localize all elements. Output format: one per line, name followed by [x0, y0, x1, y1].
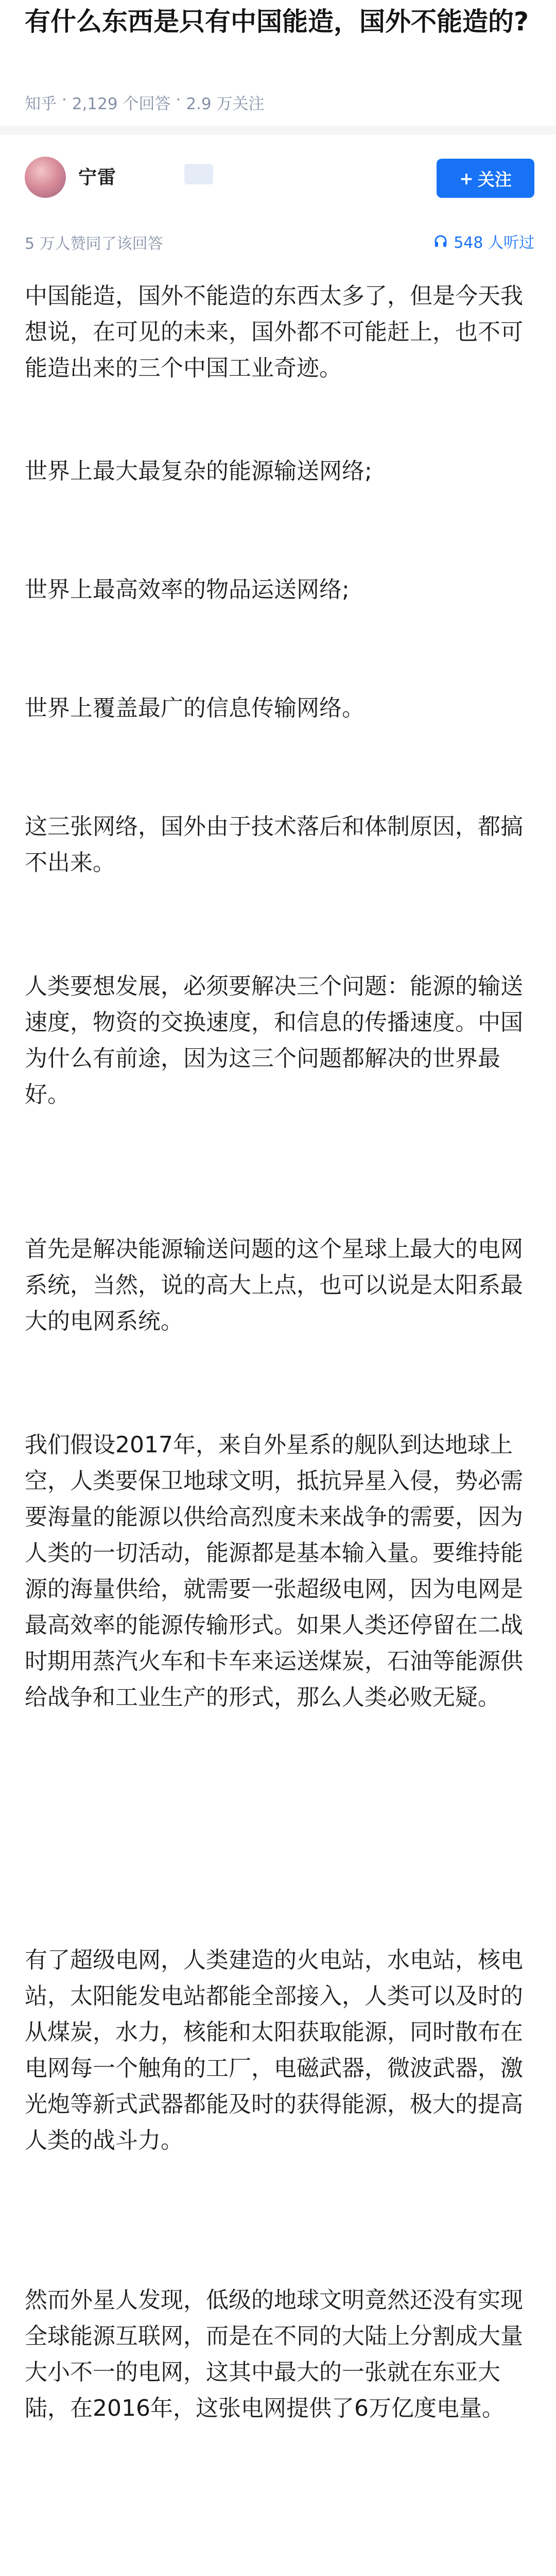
paragraph: 世界上最大最复杂的能源输送网络;: [25, 458, 372, 484]
paragraph: 有了超级电网，人类建造的火电站，水电站，核电站，太阳能发电站都能全部接入，人类可以及时的从煤炭，水力，核能和太阳获取能源，同时散布在电网每一个触角的工厂，电磁武器，微波武器，激光炮等新式武器都能及时的获得能源，极大的提高人类的战斗力。: [25, 1947, 523, 2154]
paragraph: 人类要想发展，必须要解决三个问题：能源的输送速度，物资的交换速度，和信息的传播速度。中国为什么有前途，因为这三个问题都解决的世界最好。: [25, 973, 523, 1108]
paragraph: 中国能造，国外不能造的东西太多了，但是今天我想说，在可见的未来，国外都不可能赶上，也不可能造出来的三个中国工业奇迹。: [25, 283, 523, 381]
avatar[interactable]: [25, 157, 66, 198]
paragraph: 世界上最高效率的物品运送网络;: [25, 577, 350, 603]
paragraph: 这三张网络，国外由于技术落后和体制原因，都搞不出来。: [25, 814, 523, 876]
answer-meta: [25, 228, 534, 253]
paragraph: 我们假设2017年，来自外星系的舰队到达地球上空，人类要保卫地球文明，抵抗异星入侵，势必需要海量的能源以供给高烈度未来战争的需要，因为人类的一切活动，能源都是基本输入量。要维持能源的海量供给，就需要一张超级电网，因为电网是最高效率的能源传输形式。如果人类还停留在二战时期用蒸汽火车和卡车来运送煤炭，石油等能源供给战争和工业生产的形式，那么人类必败无疑。: [25, 1432, 523, 1710]
author-badge: [184, 164, 213, 184]
paragraph: 然而外星人发现，低级的地球文明竟然还没有实现全球能源互联网，而是在不同的大陆上分割成大量大小不一的电网，这其中最大的一张就在东亚大陆，在2016年，这张电网提供了6万亿度电量。: [25, 2287, 523, 2421]
paragraph: 世界上覆盖最广的信息传输网络。: [25, 695, 364, 721]
section-divider: [0, 126, 556, 135]
plus-icon: +: [459, 168, 474, 189]
author-row: [25, 155, 534, 201]
source-label: 知乎: [25, 95, 57, 113]
listen-button[interactable]: [433, 230, 534, 252]
follow-label: 关注: [477, 169, 512, 190]
headphone-icon: [433, 233, 448, 249]
listen-count: 548 人听过: [454, 234, 534, 252]
question-title[interactable]: 有什么东西是只有中国能造，国外不能造的?: [25, 7, 529, 37]
paragraph: 首先是解决能源输送问题的这个星球上最大的电网系统，当然，说的高大上点，也可以说是太阳系最大的电网系统。: [25, 1236, 523, 1334]
question-meta: [25, 91, 264, 114]
follower-count: 2.9 万关注: [186, 95, 265, 113]
follow-button[interactable]: [437, 159, 534, 198]
meta-separator: ·: [62, 91, 67, 109]
meta-separator: ·: [176, 91, 181, 109]
author-name[interactable]: 宁雷: [78, 167, 117, 188]
like-count: 5 万人赞同了该回答: [25, 235, 163, 253]
answer-count[interactable]: 2,129 个回答: [72, 95, 171, 113]
